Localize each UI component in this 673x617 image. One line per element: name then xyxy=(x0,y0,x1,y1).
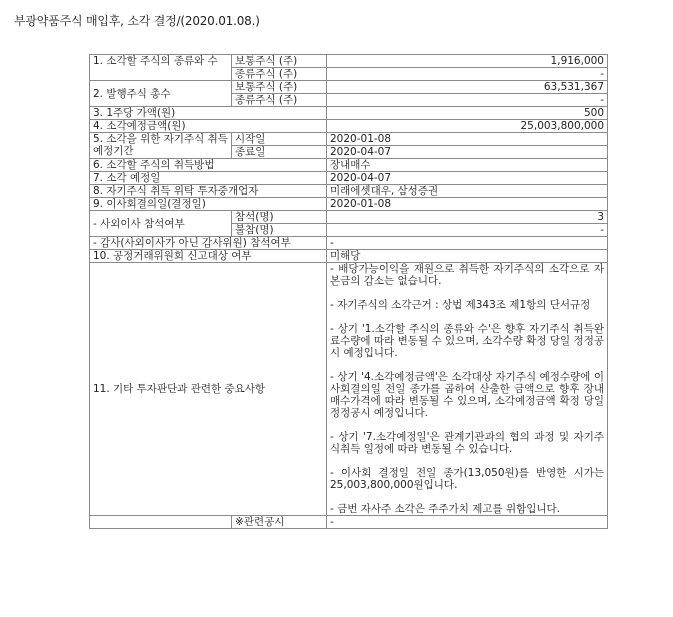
value-ftc-report: 미해당 xyxy=(327,250,608,263)
value-board-date: 2020-01-08 xyxy=(327,198,608,211)
table-row xyxy=(90,250,608,263)
value-par-value: 500 xyxy=(327,107,608,120)
note-item: - 자기주식의 소각근거 : 상법 제343조 제1항의 단서규정 xyxy=(330,299,591,311)
table-row xyxy=(90,81,608,94)
label-related-disclosure: ※관련공시 xyxy=(232,516,327,529)
table-row xyxy=(90,263,608,516)
disclosure-table xyxy=(89,54,608,529)
label-ftc-report: 10. 공정거래위원회 신고대상 여부 xyxy=(90,250,327,263)
label-other-stock: 종류주식 (주) xyxy=(232,68,327,81)
table-row xyxy=(90,198,608,211)
value-cancel-date: 2020-04-07 xyxy=(327,172,608,185)
value-cancel-common: 1,916,000 xyxy=(327,55,608,68)
value-issued-common: 63,531,367 xyxy=(327,81,608,94)
label-stock-type-count: 1. 소각할 주식의 종류와 수 xyxy=(90,55,232,81)
value-absent: - xyxy=(327,224,608,237)
value-end-date: 2020-04-07 xyxy=(327,146,608,159)
label-other-stock: 종류주식 (주) xyxy=(232,94,327,107)
note-item: - 배당가능이익을 재원으로 취득한 자기주식의 소각으로 자본금의 감소는 없습니다. xyxy=(330,263,604,287)
value-related-disclosure: - xyxy=(327,516,608,529)
note-item: - 이사회 결정일 전일 종가(13,050원)를 반영한 시가는 25,003,800,000원입니다. xyxy=(330,467,604,491)
label-start-date: 시작일 xyxy=(232,133,327,146)
note-item: - 상기 '1.소각할 주식의 종류와 수'은 향후 자기주식 취득완료수량에 따라 변동될 수 있으며, 소각수량 확정 당일 정정공시 예정입니다. xyxy=(330,323,604,359)
table-row xyxy=(90,120,608,133)
note-item: - 금번 자사주 소각은 주주가치 제고를 위함입니다. xyxy=(330,503,561,515)
label-common-stock: 보통주식 (주) xyxy=(232,55,327,68)
label-board-date: 9. 이사회결의일(결정일) xyxy=(90,198,327,211)
label-common-stock: 보통주식 (주) xyxy=(232,81,327,94)
note-item: - 상기 '4.소각예정금액'은 소각대상 자기주식 예정수량에 이사회결의일 전일 종가를 곱하여 산출한 금액으로 향후 장내매수가격에 따라 변동될 수 있으며, 소각예정금액 확정 당일 정정공시 예정입니다. xyxy=(330,371,604,419)
label-par-value: 3. 1주당 가액(원) xyxy=(90,107,327,120)
label-outside-director: - 사외이사 참석여부 xyxy=(90,211,232,237)
label-auditor-attendance: - 감사(사외이사가 아닌 감사위원) 참석여부 xyxy=(90,237,327,250)
value-cancel-other: - xyxy=(327,68,608,81)
table-row xyxy=(90,237,608,250)
label-issued-shares: 2. 발행주식 총수 xyxy=(90,81,232,107)
other-matters-notes xyxy=(327,263,608,516)
table-row xyxy=(90,185,608,198)
label-broker: 8. 자기주식 취득 위탁 투자중개업자 xyxy=(90,185,327,198)
table-row xyxy=(90,133,608,146)
label-present: 참석(명) xyxy=(232,211,327,224)
label-end-date: 종료일 xyxy=(232,146,327,159)
label-cancel-date: 7. 소각 예정일 xyxy=(90,172,327,185)
label-other-matters: 11. 기타 투자판단과 관련한 중요사항 xyxy=(90,263,327,516)
value-cancel-amount: 25,003,800,000 xyxy=(327,120,608,133)
label-absent: 불참(명) xyxy=(232,224,327,237)
table-row xyxy=(90,516,608,529)
label-cancel-amount: 4. 소각예정금액(원) xyxy=(90,120,327,133)
value-broker: 미래에셋대우, 삼성증권 xyxy=(327,185,608,198)
value-issued-other: - xyxy=(327,94,608,107)
value-start-date: 2020-01-08 xyxy=(327,133,608,146)
table-row xyxy=(90,211,608,224)
value-auditor-attendance: - xyxy=(327,237,608,250)
value-present: 3 xyxy=(327,211,608,224)
label-acquisition-period: 5. 소각을 위한 자기주식 취득 예정기간 xyxy=(90,133,232,159)
value-acquisition-method: 장내매수 xyxy=(327,159,608,172)
document-title: 부광약품주식 매입후, 소각 결정/(2020.01.08.) xyxy=(14,14,260,28)
label-acquisition-method: 6. 소각할 주식의 취득방법 xyxy=(90,159,327,172)
table-row xyxy=(90,159,608,172)
table-row xyxy=(90,55,608,68)
note-item: - 상기 '7.소각예정일'은 관계기관과의 협의 과정 및 자기주식취득 일정에 따라 변동될 수 있습니다. xyxy=(330,431,604,455)
table-row xyxy=(90,107,608,120)
table-row xyxy=(90,172,608,185)
